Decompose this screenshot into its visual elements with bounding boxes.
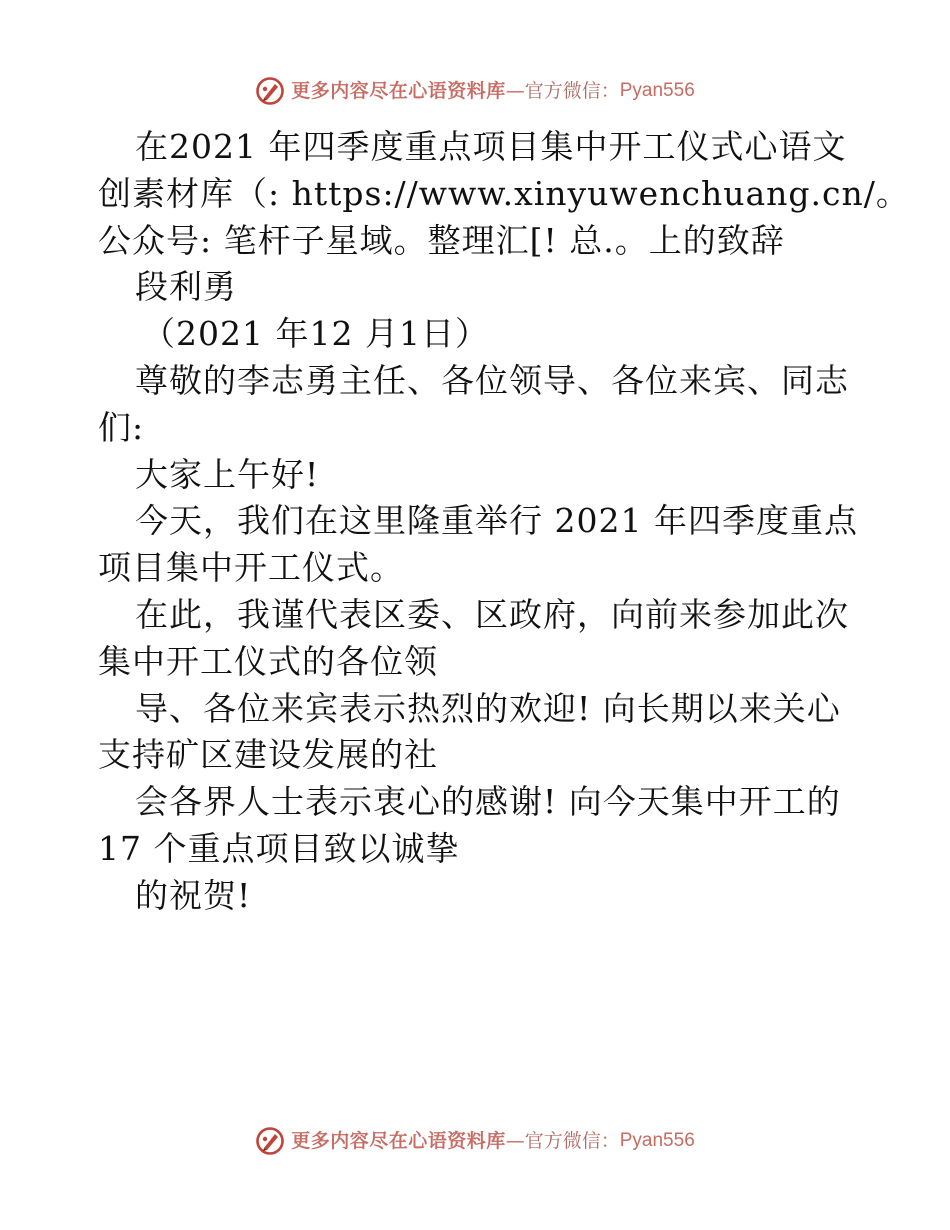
banner-label: 官方微信：	[524, 80, 620, 102]
document-body	[98, 124, 910, 920]
banner-separator: —	[505, 1130, 525, 1152]
speech-date: （2021 年12 月1日）	[142, 314, 489, 354]
banner-separator: —	[505, 80, 525, 102]
text-line: 项目集中开工仪式。	[98, 548, 404, 588]
pen-logo-icon	[255, 1126, 285, 1156]
text-line: 大家上午好!	[135, 454, 320, 494]
banner-wechat-id: Pyan556	[619, 1130, 695, 1151]
banner-label: 官方微信：	[524, 1130, 620, 1152]
text-line: 集中开工仪式的各位领	[98, 641, 438, 681]
text-line: 今天，我们在这里隆重举行 2021 年四季度重点	[135, 501, 858, 541]
text-line: 会各界人士表示衷心的感谢! 向今天集中开工的	[135, 782, 841, 822]
text-line: 在此，我谨代表区委、区政府，向前来参加此次	[135, 594, 849, 634]
speaker-name: 段利勇	[135, 267, 237, 307]
text-line: 尊敬的李志勇主任、各位领导、各位来宾、同志	[135, 360, 849, 400]
text-line: 公众号: 笔杆子星域。整理汇[! 总.。上的致辞	[98, 220, 785, 260]
text-line: 17 个重点项目致以诚挚	[98, 828, 460, 868]
header-banner	[0, 76, 950, 106]
text-line: 导、各位来宾表示热烈的欢迎! 向长期以来关心	[135, 688, 841, 728]
banner-main-text: 更多内容尽在心语资料库	[291, 1130, 506, 1152]
text-line: 的祝贺!	[135, 875, 252, 915]
banner-main-text: 更多内容尽在心语资料库	[291, 80, 506, 102]
text-line: 在2021 年四季度重点项目集中开工仪式心语文	[135, 127, 847, 166]
text-line: 们:	[98, 407, 145, 447]
text-line: 创素材库（: https://www.xinyuwenchuang.cn/。	[98, 173, 910, 213]
banner-wechat-id: Pyan556	[619, 80, 695, 101]
pen-logo-icon	[255, 76, 285, 106]
footer-banner	[0, 1126, 950, 1156]
text-line: 支持矿区建设发展的社	[98, 735, 438, 775]
